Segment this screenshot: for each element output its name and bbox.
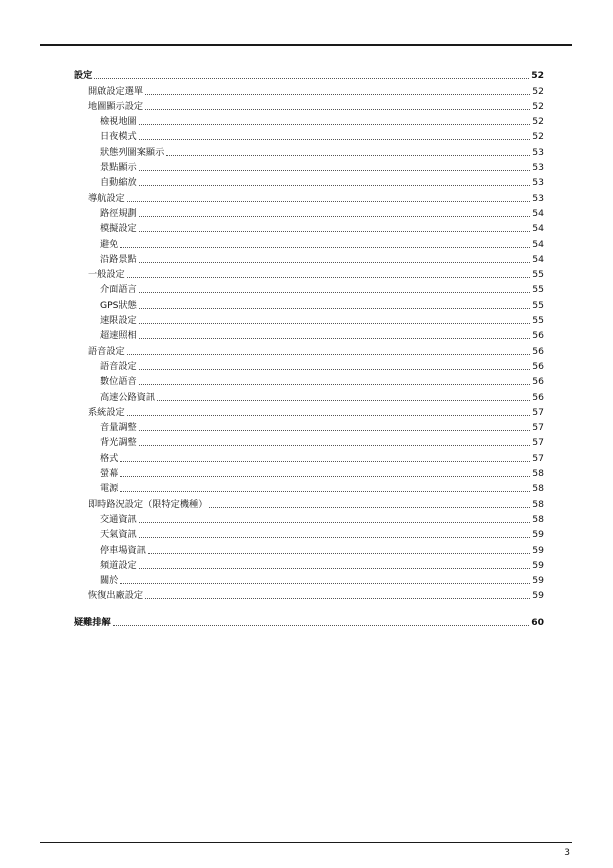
toc-entry-title: 日夜模式 — [100, 131, 137, 143]
toc-entry-page: 58 — [532, 468, 544, 480]
toc-entry[interactable] — [74, 372, 544, 387]
toc-entry-title: 狀態列圖案顯示 — [100, 146, 165, 158]
toc-entry[interactable] — [74, 448, 544, 463]
toc-entry-title: 一般設定 — [88, 269, 125, 281]
toc-entry[interactable] — [74, 173, 544, 188]
toc-dot-leader — [148, 553, 530, 554]
toc-entry[interactable] — [74, 612, 544, 627]
toc-entry-page: 57 — [532, 422, 544, 434]
toc-entry-page: 59 — [532, 544, 544, 556]
toc-dot-leader — [120, 247, 530, 248]
toc-dot-leader — [139, 216, 530, 217]
toc-entry-title: 背光調整 — [100, 437, 137, 449]
toc-entry-page: 56 — [532, 391, 544, 403]
toc-entry-title: 電源 — [100, 483, 119, 495]
toc-entry-title: 頻道設定 — [100, 559, 137, 571]
toc-dot-leader — [209, 507, 530, 508]
toc-entry[interactable] — [74, 234, 544, 249]
toc-entry[interactable] — [74, 540, 544, 555]
toc-entry[interactable] — [74, 494, 544, 509]
toc-entry[interactable] — [74, 387, 544, 402]
toc-entry-title: 交通資訊 — [100, 513, 137, 525]
toc-entry-title: 速限設定 — [100, 315, 137, 327]
toc-entry-title: 避免 — [100, 238, 119, 250]
toc-entry-title: 地圖顯示設定 — [88, 100, 144, 112]
toc-dot-leader — [139, 537, 530, 538]
toc-entry[interactable] — [74, 525, 544, 540]
toc-entry-page: 53 — [532, 177, 544, 189]
toc-entry[interactable] — [74, 586, 544, 601]
toc-entry[interactable] — [74, 357, 544, 372]
toc-entry[interactable] — [74, 158, 544, 173]
toc-entry-page: 59 — [532, 559, 544, 571]
toc-dot-leader — [157, 400, 530, 401]
toc-entry[interactable] — [74, 341, 544, 356]
toc-entry-title: 導航設定 — [88, 192, 125, 204]
toc-dot-leader — [139, 568, 530, 569]
toc-dot-leader — [139, 139, 530, 140]
toc-entry-page: 56 — [532, 376, 544, 388]
toc-entry-title: 自動縮放 — [100, 177, 137, 189]
toc-entry-title: 語音設定 — [100, 360, 137, 372]
toc-entry-title: 路徑規劃 — [100, 207, 137, 219]
toc-dot-leader — [127, 277, 530, 278]
toc-entry-title: 景點顯示 — [100, 162, 137, 174]
footer-rule — [40, 842, 572, 843]
table-of-contents — [74, 66, 544, 628]
toc-entry[interactable] — [74, 66, 544, 81]
toc-entry-page: 54 — [532, 207, 544, 219]
toc-entry-page: 56 — [532, 330, 544, 342]
toc-entry-page: 55 — [532, 269, 544, 281]
toc-entry[interactable] — [74, 403, 544, 418]
toc-dot-leader — [139, 262, 530, 263]
toc-entry[interactable] — [74, 127, 544, 142]
toc-dot-leader — [120, 461, 530, 462]
toc-entry[interactable] — [74, 188, 544, 203]
toc-entry-title: 疑難排解 — [74, 616, 111, 628]
header-rule — [40, 44, 572, 46]
toc-entry-page: 53 — [532, 146, 544, 158]
toc-entry[interactable] — [74, 250, 544, 265]
toc-entry-title: 沿路景點 — [100, 253, 137, 265]
toc-entry[interactable] — [74, 464, 544, 479]
toc-entry-page: 57 — [532, 406, 544, 418]
toc-dot-leader — [139, 522, 530, 523]
toc-entry-title: 檢視地圖 — [100, 116, 137, 128]
toc-entry-page: 59 — [532, 575, 544, 587]
toc-entry-page: 53 — [532, 162, 544, 174]
toc-dot-leader — [127, 354, 530, 355]
toc-entry-title: 停車場資訊 — [100, 544, 146, 556]
toc-entry-title: 介面語言 — [100, 284, 137, 296]
toc-entry-page: 59 — [532, 590, 544, 602]
toc-entry-page: 52 — [532, 85, 544, 97]
toc-entry-title: 模擬設定 — [100, 223, 137, 235]
toc-entry-page: 53 — [532, 192, 544, 204]
toc-entry-title: 螢幕 — [100, 468, 119, 480]
page-number: 3 — [564, 848, 570, 858]
toc-entry-title: 天氣資訊 — [100, 529, 137, 541]
toc-dot-leader — [120, 491, 530, 492]
toc-entry-page: 59 — [532, 529, 544, 541]
toc-dot-leader — [120, 583, 530, 584]
toc-dot-leader — [127, 201, 530, 202]
toc-dot-leader — [139, 292, 530, 293]
toc-dot-leader — [139, 430, 530, 431]
toc-entry-page: 52 — [532, 116, 544, 128]
toc-dot-leader — [139, 369, 530, 370]
toc-entry-title: 語音設定 — [88, 345, 125, 357]
toc-entry-page: 58 — [532, 483, 544, 495]
toc-entry[interactable] — [74, 97, 544, 112]
toc-dot-leader — [139, 323, 530, 324]
toc-entry-page: 56 — [532, 360, 544, 372]
toc-entry-title: 格式 — [100, 452, 119, 464]
toc-entry-page: 52 — [532, 100, 544, 112]
toc-dot-leader — [145, 598, 530, 599]
toc-entry[interactable] — [74, 311, 544, 326]
toc-entry[interactable] — [74, 556, 544, 571]
toc-entry-page: 57 — [532, 437, 544, 449]
toc-entry[interactable] — [74, 112, 544, 127]
toc-entry-title: 關於 — [100, 575, 119, 587]
toc-dot-leader — [139, 445, 530, 446]
toc-entry[interactable] — [74, 265, 544, 280]
toc-entry[interactable] — [74, 219, 544, 234]
toc-entry[interactable] — [74, 142, 544, 157]
toc-dot-leader — [139, 185, 530, 186]
toc-dot-leader — [145, 94, 530, 95]
toc-dot-leader — [139, 308, 530, 309]
toc-entry-page: 58 — [532, 513, 544, 525]
toc-dot-leader — [120, 476, 530, 477]
toc-entry-title: 即時路況設定（限特定機種） — [88, 498, 208, 510]
toc-dot-leader — [139, 170, 530, 171]
toc-entry[interactable] — [74, 81, 544, 96]
toc-entry-page: 58 — [532, 498, 544, 510]
toc-entry-title: 恢復出廠設定 — [88, 590, 144, 602]
toc-dot-leader — [113, 625, 529, 626]
toc-entry-page: 54 — [532, 238, 544, 250]
toc-entry-page: 60 — [531, 616, 544, 628]
toc-entry-page: 55 — [532, 284, 544, 296]
toc-entry-page: 52 — [531, 70, 544, 82]
toc-dot-leader — [127, 415, 530, 416]
toc-entry-title: 數位語音 — [100, 376, 137, 388]
toc-entry-title: GPS狀態 — [100, 299, 137, 311]
toc-entry-page: 52 — [532, 131, 544, 143]
toc-entry-page: 54 — [532, 223, 544, 235]
toc-entry-page: 54 — [532, 253, 544, 265]
toc-entry-title: 超速照相 — [100, 330, 137, 342]
toc-entry[interactable] — [74, 326, 544, 341]
toc-dot-leader — [139, 124, 530, 125]
toc-entry-page: 56 — [532, 345, 544, 357]
toc-entry-page: 55 — [532, 315, 544, 327]
toc-dot-leader — [145, 109, 530, 110]
toc-entry-title: 設定 — [74, 70, 93, 82]
toc-entry[interactable] — [74, 510, 544, 525]
toc-dot-leader — [139, 338, 530, 339]
toc-entry[interactable] — [74, 479, 544, 494]
toc-entry-page: 57 — [532, 452, 544, 464]
toc-dot-leader — [139, 231, 530, 232]
toc-entry[interactable] — [74, 418, 544, 433]
toc-entry[interactable] — [74, 571, 544, 586]
toc-dot-leader — [139, 384, 530, 385]
toc-entry-title: 系統設定 — [88, 406, 125, 418]
toc-entry-page: 55 — [532, 299, 544, 311]
toc-entry[interactable] — [74, 280, 544, 295]
toc-entry[interactable] — [74, 433, 544, 448]
toc-entry-title: 開啟設定選單 — [88, 85, 144, 97]
toc-entry[interactable] — [74, 204, 544, 219]
toc-dot-leader — [94, 78, 529, 79]
toc-dot-leader — [166, 155, 530, 156]
toc-entry-title: 高速公路資訊 — [100, 391, 156, 403]
toc-entry-title: 音量調整 — [100, 422, 137, 434]
toc-entry[interactable] — [74, 295, 544, 310]
